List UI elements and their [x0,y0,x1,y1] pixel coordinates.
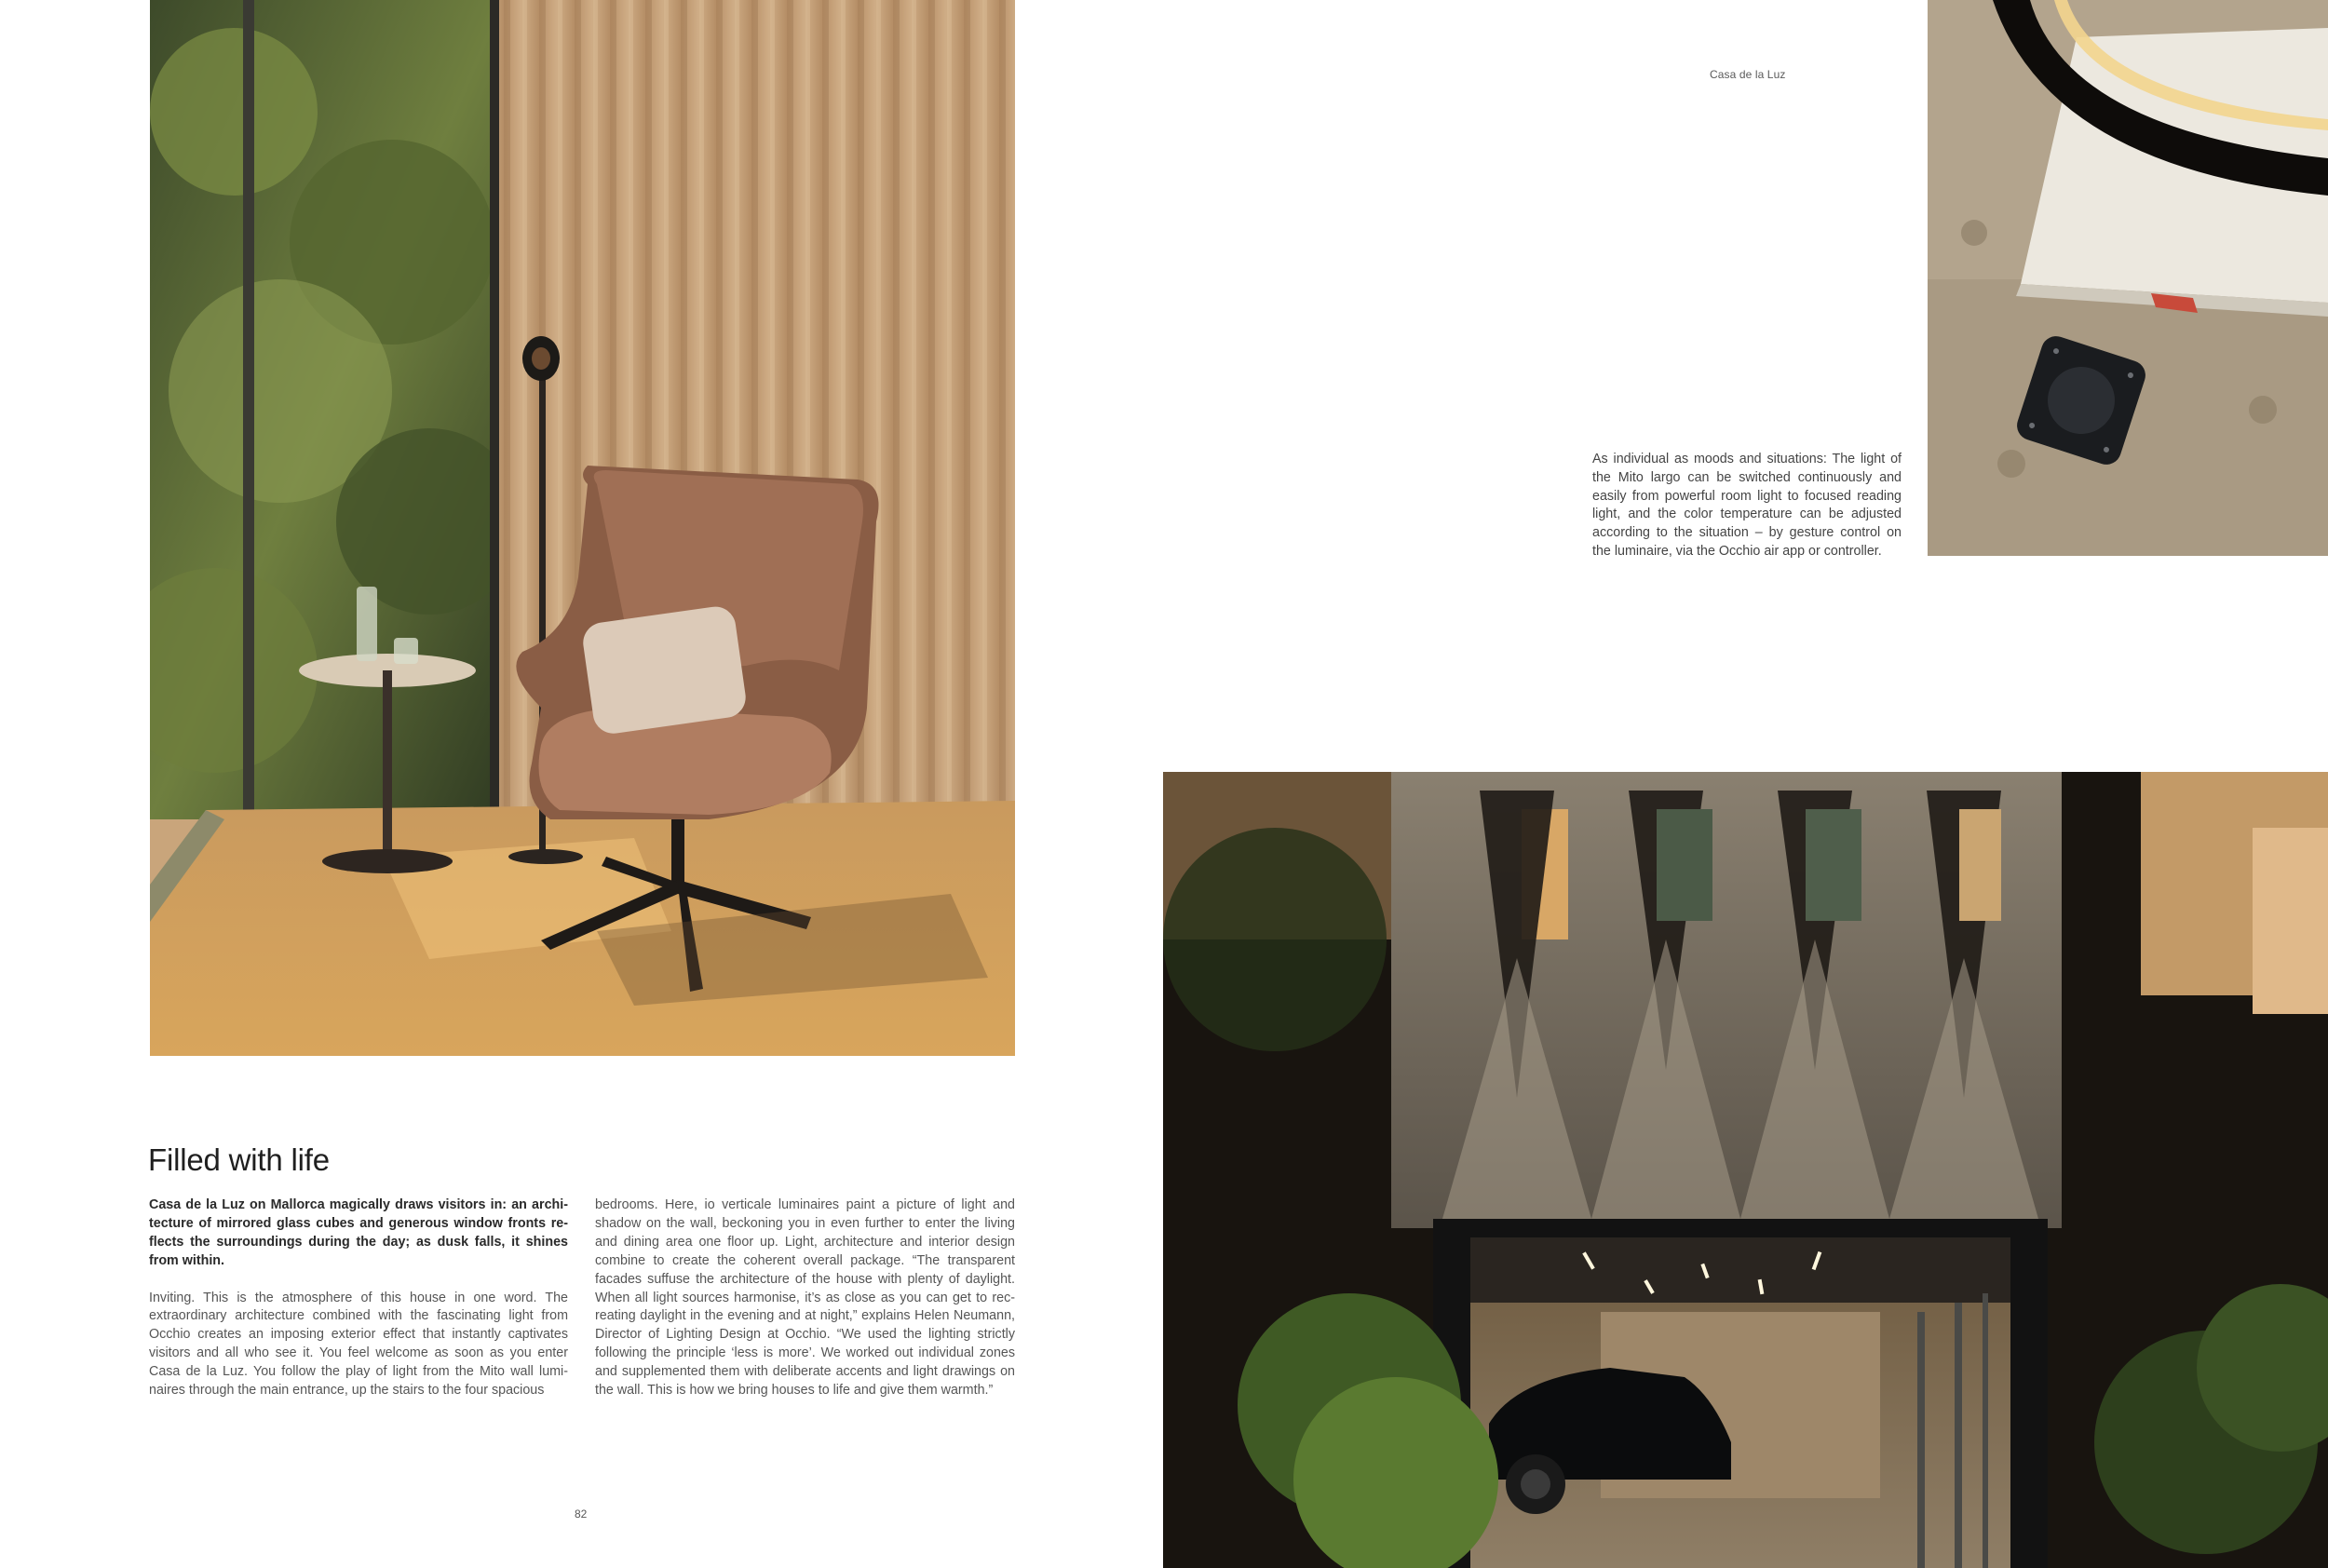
article-body-left: Inviting. This is the atmosphere of this house in one word. The extraordinary architecture combined with the fascinating light from Occhio creates an imposing exterior effect that instantly captivates visitors and all who see it. You feel welcome as soon as you enter Casa de la Luz. You follow the play of light from the Mito wall luminaires through the main entrance, up the stairs to the four spacious [149,1290,568,1399]
article-intro: Casa de la Luz on Mallorca magically draws visitors in: an architecture of mirrored glass cubes and generous window fronts reflects the surroundings during the day; as dusk falls, it shines from within. [149,1197,568,1268]
photo-house-facade-dusk [1163,772,2328,1568]
article-headline: Filled with life [148,1142,330,1177]
photo-caption: As individual as moods and situations: The light of the Mito largo can be switched continuously and easily from powerful room light to focused reading light, and the color temperature can be adjusted according to the situation – by gesture control on the luminaire, via the Occhio air app or controller. [1592,452,1902,559]
page-number: 82 [575,1507,588,1521]
photo-controller-on-sofa [1928,0,2328,556]
article-column-right [595,1196,1015,1400]
photo-lounge-chair-interior [150,0,1015,1056]
running-head: Casa de la Luz [1710,68,1786,81]
article-body-right: bedrooms. Here, io verticale luminaires paint a picture of light and shadow on the wall, beckoning you in even further to enter the living and dining area one floor up. Light, architecture and interior design combine to create the coherent overall package. “The transparent facades suffuse the architecture of the house with plenty of daylight. When all light sources harmonise, it’s as close as you can get to recreating daylight in the evening and at night,” explains Helen Neumann, Director of Lighting Design at Occhio. “We used the lighting strictly following the principle ‘less is more’. We worked out individual zones and supplemented them with deliberate accents and light drawings on the wall. This is how we bring houses to life and give them warmth.” [595,1197,1015,1399]
article-column-left [149,1196,568,1400]
